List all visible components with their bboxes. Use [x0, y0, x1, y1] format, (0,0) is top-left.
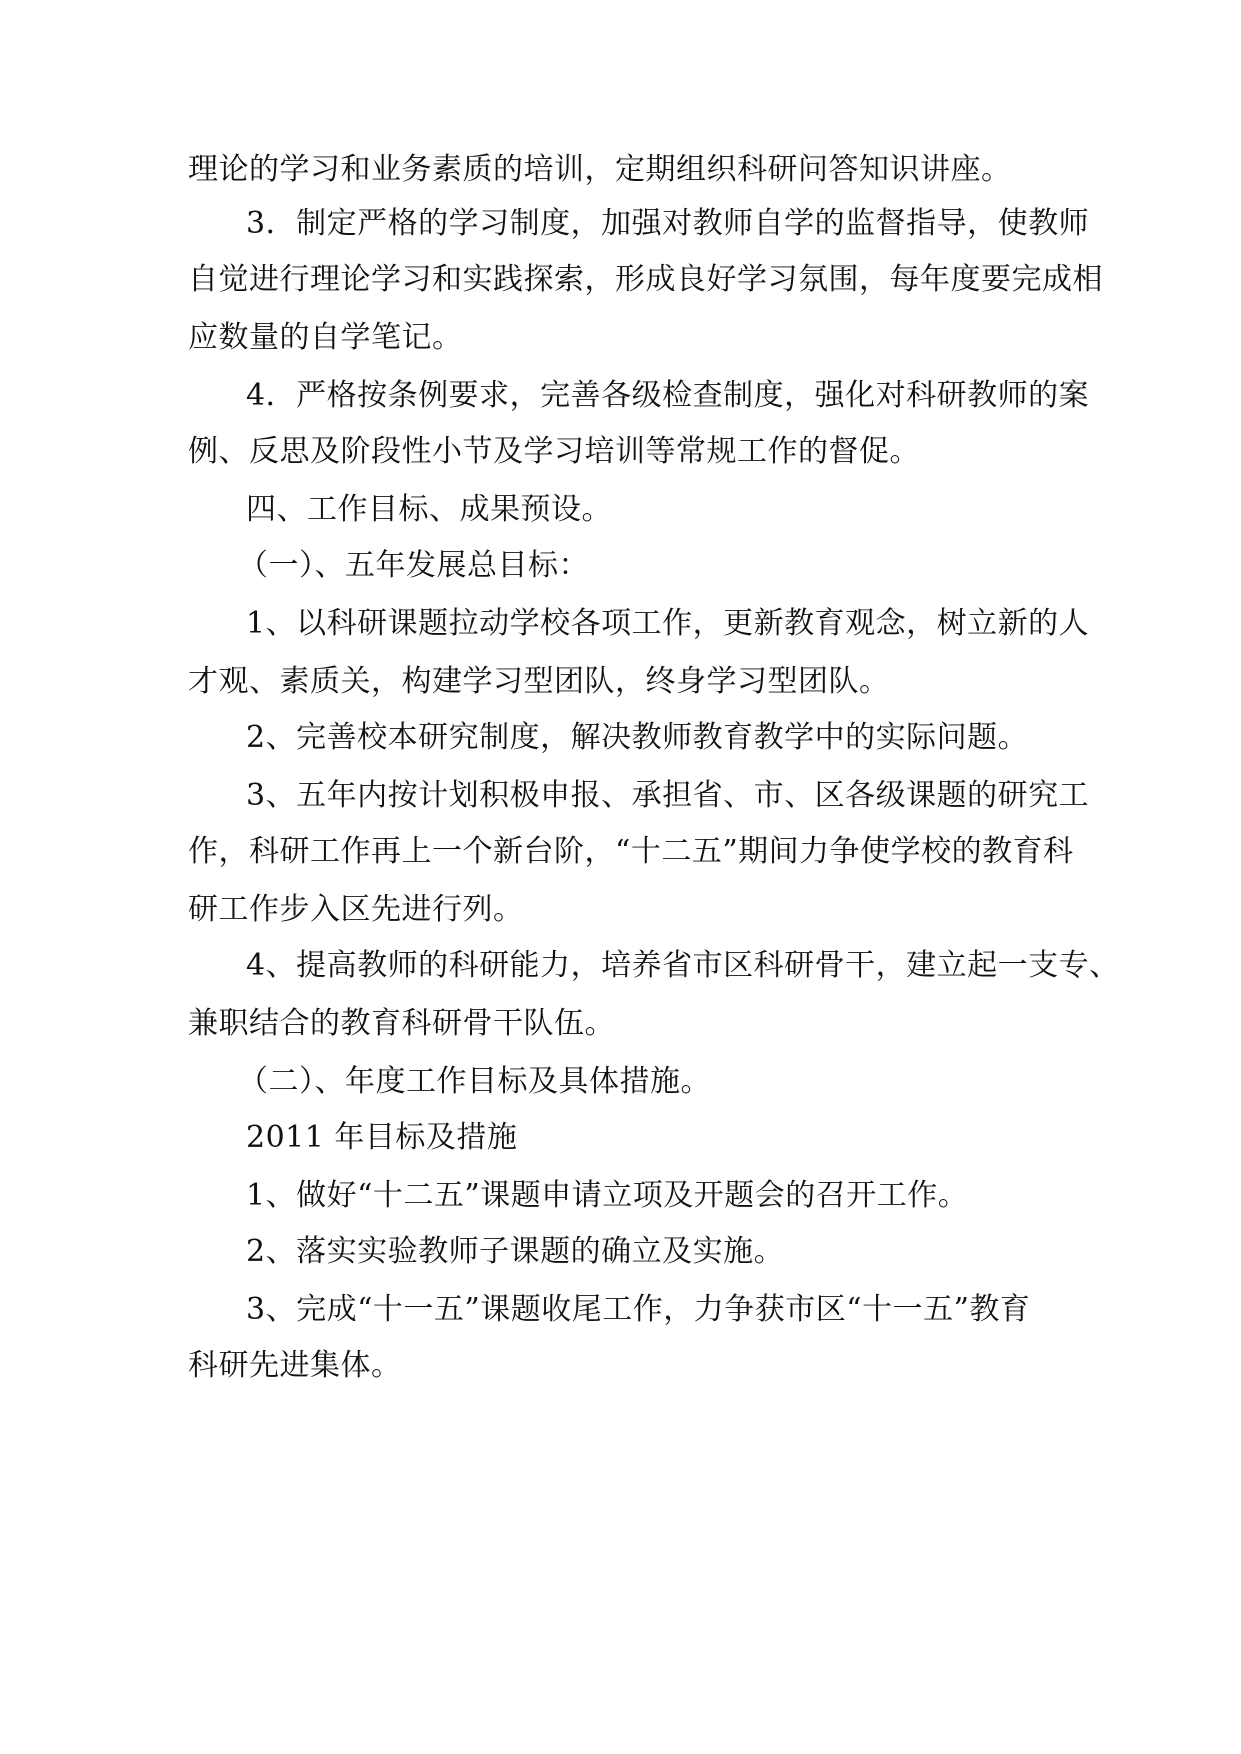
text-line: 4、提高教师的科研能力，培养省市区科研骨干，建立起一支专、 — [246, 948, 1120, 983]
text-line: 研工作步入区先进行列。 — [188, 892, 524, 927]
text-line: 2、完善校本研究制度，解决教师教育教学中的实际问题。 — [246, 720, 1029, 755]
text-line: 例、反思及阶段性小节及学习培训等常规工作的督促。 — [188, 434, 920, 469]
subsection-heading: （二）、年度工作目标及具体措施。 — [238, 1064, 711, 1099]
text-line: 3、五年内按计划积极申报、承担省、市、区各级课题的研究工 — [246, 778, 1090, 813]
text-line: 2、落实实验教师子课题的确立及实施。 — [246, 1234, 785, 1269]
text-line: 1、以科研课题拉动学校各项工作，更新教育观念，树立新的人 — [246, 606, 1090, 641]
text-line: 4．严格按条例要求，完善各级检查制度，强化对科研教师的案 — [246, 378, 1090, 413]
text-line: 3、完成“十一五”课题收尾工作，力争获市区“十一五”教育 — [246, 1292, 1031, 1327]
section-heading: 四、工作目标、成果预设。 — [246, 492, 612, 527]
text-line: 作，科研工作再上一个新台阶，“十二五”期间力争使学校的教育科 — [188, 834, 1074, 869]
text-line: 自觉进行理论学习和实践探索，形成良好学习氛围，每年度要完成相 — [188, 262, 1103, 297]
text-line: 1、做好“十二五”课题申请立项及开题会的召开工作。 — [246, 1178, 969, 1213]
text-line: 应数量的自学笔记。 — [188, 320, 463, 355]
year-heading: 2011 年目标及措施 — [246, 1120, 518, 1155]
text-line: 兼职结合的教育科研骨干队伍。 — [188, 1006, 615, 1041]
text-line: 才观、素质关，构建学习型团队，终身学习型团队。 — [188, 664, 890, 699]
text-line: 科研先进集体。 — [188, 1348, 402, 1383]
text-line: 3．制定严格的学习制度，加强对教师自学的监督指导，使教师 — [246, 206, 1090, 241]
text-line: 理论的学习和业务素质的培训，定期组织科研问答知识讲座。 — [188, 152, 1012, 187]
subsection-heading: （一）、五年发展总目标： — [238, 548, 589, 583]
